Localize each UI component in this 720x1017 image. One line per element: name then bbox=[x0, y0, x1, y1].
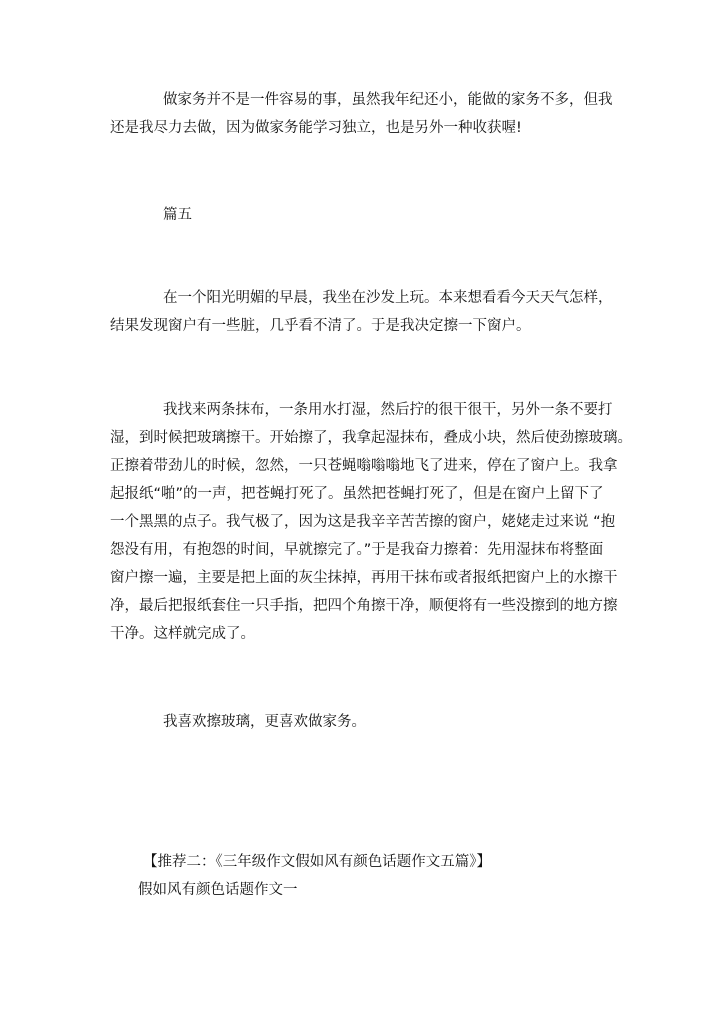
paragraph-line: 做家务并不是一件容易的事，虽然我年纪还小，能做的家务不多，但我 bbox=[163, 92, 613, 108]
paragraph-line: 一个黑黑的点子。我气极了，因为这是我辛辛苦苦擦的窗户，姥姥走过来说 “抱 bbox=[110, 514, 616, 530]
paragraph-line: 起报纸“啪”的一声，把苍蝇打死了。虽然把苍蝇打死了，但是在窗户上留下了 bbox=[110, 486, 604, 502]
essay-subtitle: 假如风有颜色话题作文一 bbox=[138, 882, 298, 898]
paragraph-line: 还是我尽力去做，因为做家务能学习独立，也是另外一种收获喔! bbox=[110, 120, 522, 136]
paragraph-line: 净，最后把报纸套住一只手指，把四个角擦干净，顺便将有一些没擦到的地方擦 bbox=[110, 598, 618, 614]
paragraph-line: 我找来两条抹布，一条用水打湿，然后拧的很干很干，另外一条不要打 bbox=[163, 402, 613, 418]
paragraph-line: 在一个阳光明媚的早晨，我坐在沙发上玩。本来想看看今天天气怎样， bbox=[163, 290, 613, 306]
recommend-title: 【推荐二：《三年级作文假如风有颜色话题作文五篇》】 bbox=[143, 854, 491, 870]
paragraph-line: 怨没有用，有抱怨的时间，早就擦完了。”于是我奋力擦着：先用湿抹布将整面 bbox=[110, 542, 604, 558]
section-heading: 篇五 bbox=[163, 207, 192, 223]
paragraph-line: 窗户擦一遍，主要是把上面的灰尘抹掉，再用干抹布或者报纸把窗户上的水擦干 bbox=[110, 570, 618, 586]
paragraph-line: 我喜欢擦玻璃，更喜欢做家务。 bbox=[163, 714, 366, 730]
paragraph-line: 干净。这样就完成了。 bbox=[110, 626, 255, 642]
paragraph-line: 湿，到时候把玻璃擦干。开始擦了，我拿起湿抹布，叠成小块，然后使劲擦玻璃。 bbox=[110, 430, 632, 446]
paragraph-line: 正擦着带劲儿的时候，忽然，一只苍蝇嗡嗡嗡地飞了进来，停在了窗户上。我拿 bbox=[110, 458, 618, 474]
paragraph-line: 结果发现窗户有一些脏，几乎看不清了。于是我决定擦一下窗户。 bbox=[110, 318, 531, 334]
